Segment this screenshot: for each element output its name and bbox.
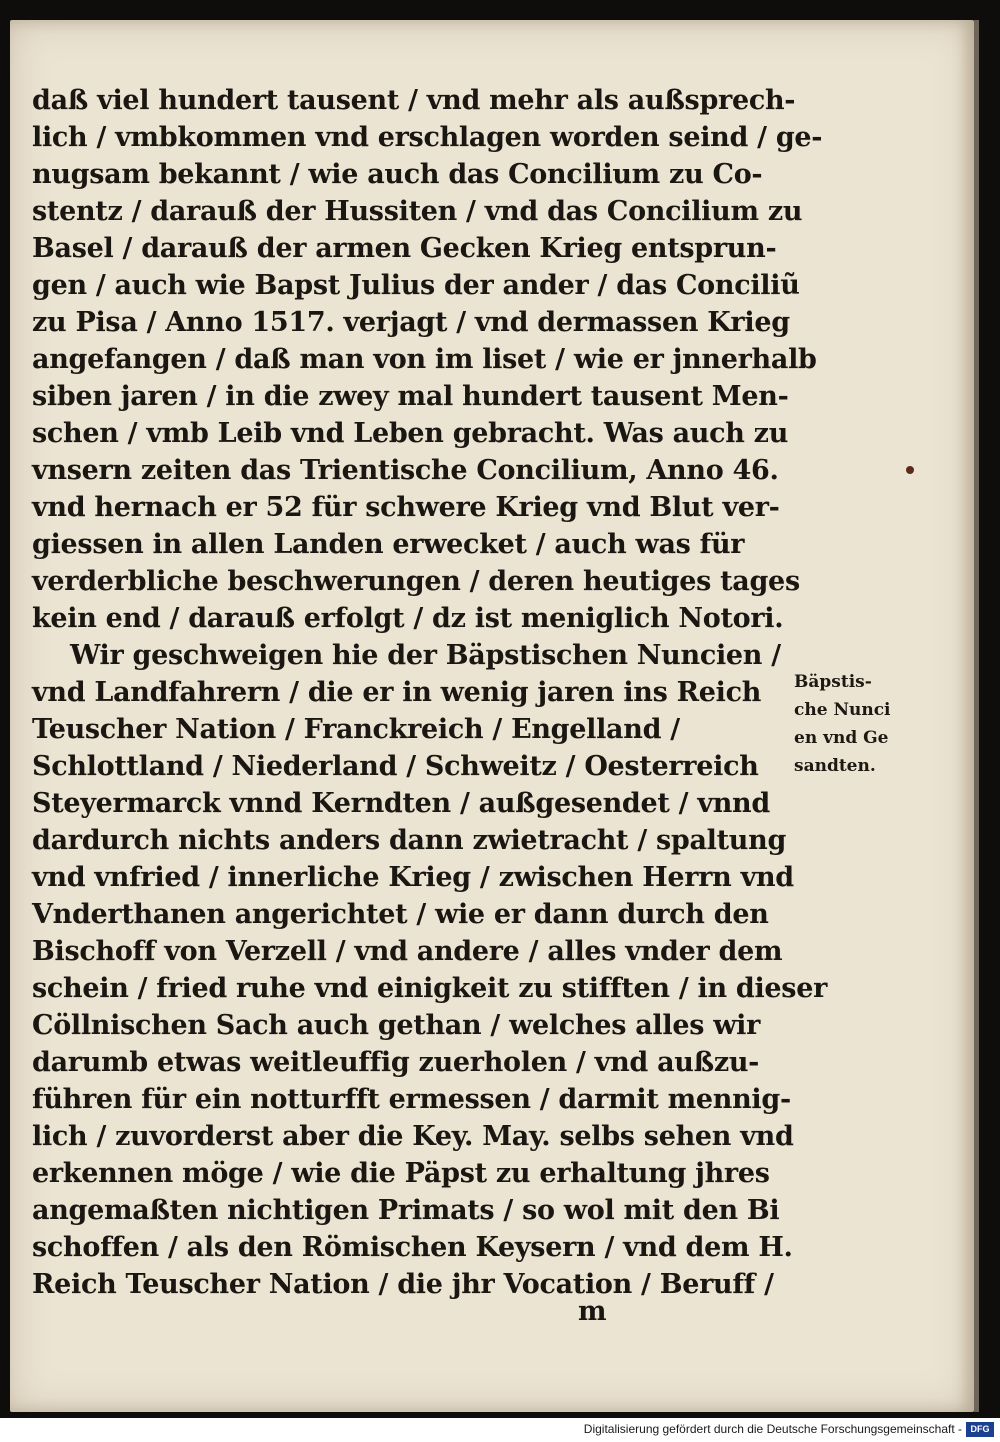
text-line: daß viel hundert tausent / vnd mehr als außsprech- [32, 85, 796, 116]
text-line: stentz / darauß der Hussiten / vnd das Concilium zu [32, 196, 803, 227]
text-line: giessen in allen Landen erwecket / auch was für [32, 529, 745, 560]
text-line: Cöllnischen Sach auch gethan / welches alles wir [32, 1010, 761, 1041]
text-line: kein end / darauß erfolgt / dz ist meniglich Notori. [32, 603, 784, 634]
text-line: vnd Landfahrern / die er in wenig jaren ins Reich [32, 677, 762, 708]
funding-notice: Digitalisierung gefördert durch die Deutsche Forschungsgemeinschaft - [583, 1422, 962, 1436]
text-line: schein / fried ruhe vnd einigkeit zu stifften / in dieser [32, 973, 827, 1004]
ink-spot [906, 466, 914, 474]
main-text-block [32, 82, 827, 1303]
text-line: zu Pisa / Anno 1517. verjagt / vnd dermassen Krieg [32, 307, 790, 338]
text-line: Steyermarck vnnd Kerndten / außgesendet / vnnd [32, 788, 770, 819]
text-line: Basel / darauß der armen Gecken Krieg entsprun- [32, 233, 777, 264]
text-line: vnd hernach er 52 für schwere Krieg vnd Blut ver- [32, 492, 780, 523]
text-line: verderbliche beschwerungen / deren heutiges tages [32, 566, 800, 597]
text-line: vnsern zeiten das Trientische Concilium, Anno 46. [32, 455, 779, 486]
marginal-note-line: en vnd Ge [794, 728, 889, 748]
text-line: vnd vnfried / innerliche Krieg / zwischen Herrn vnd [32, 862, 794, 893]
text-line: nugsam bekannt / wie auch das Concilium zu Co- [32, 159, 763, 190]
text-line: dardurch nichts anders dann zwietracht / spaltung [32, 825, 787, 856]
text-line: Reich Teuscher Nation / die jhr Vocation / Beruff / [32, 1269, 774, 1300]
dfg-logo-icon[interactable]: DFG [966, 1422, 994, 1437]
text-line: erkennen möge / wie die Päpst zu erhaltung jhres [32, 1158, 770, 1189]
text-line: angemaßten nichtigen Primats / so wol mit den Bi [32, 1195, 780, 1226]
signature-mark: m [578, 1296, 607, 1327]
text-line: schen / vmb Leib vnd Leben gebracht. Was auch zu [32, 418, 789, 449]
marginal-note-line: sandten. [794, 756, 876, 776]
text-line: darumb etwas weitleuffig zuerholen / vnd außzu- [32, 1047, 760, 1078]
text-line: führen für ein notturfft ermessen / darmit mennig- [32, 1084, 791, 1115]
text-line: siben jaren / in die zwey mal hundert tausent Men- [32, 381, 789, 412]
text-line: Teuscher Nation / Franckreich / Engelland / [32, 714, 680, 745]
text-line: lich / zuvorderst aber die Key. May. selbs sehen vnd [32, 1121, 794, 1152]
marginal-note-line: che Nunci [794, 700, 891, 720]
text-line: lich / vmbkommen vnd erschlagen worden seind / ge- [32, 122, 823, 153]
marginal-note-line: Bäpstis- [794, 672, 872, 692]
text-line: angefangen / daß man von im liset / wie er jnnerhalb [32, 344, 817, 375]
paragraph-start-line: Wir geschweigen hie der Bäpstischen Nuncien / [70, 640, 781, 671]
text-line: Schlottland / Niederland / Schweitz / Oesterreich [32, 751, 759, 782]
text-line: gen / auch wie Bapst Julius der ander / das Conciliũ [32, 270, 800, 301]
marginal-note [794, 668, 924, 780]
page-edge [974, 20, 979, 1412]
text-line: Vnderthanen angerichtet / wie er dann durch den [32, 899, 769, 930]
footer-bar [0, 1418, 1000, 1442]
text-line: Bischoff von Verzell / vnd andere / alles vnder dem [32, 936, 783, 967]
text-line: schoffen / als den Römischen Keysern / vnd dem H. [32, 1232, 793, 1263]
